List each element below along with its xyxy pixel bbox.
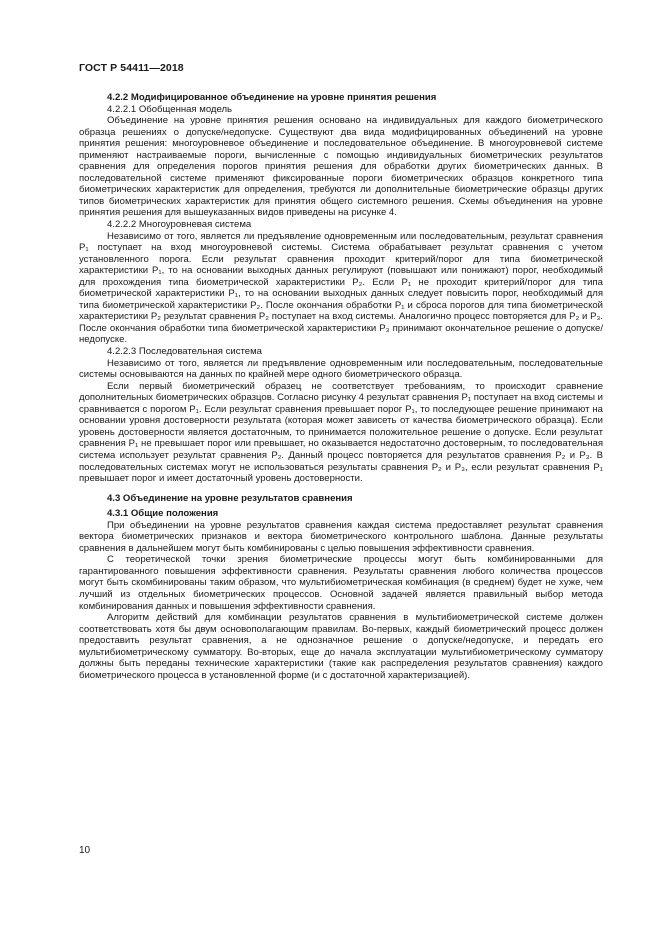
subsection-heading-4-2-2-3: 4.2.2.3 Последовательная система bbox=[107, 346, 262, 358]
document-body bbox=[79, 92, 603, 681]
paragraph: С теоретической точки зрения биометрические процессы могут быть комбинированными для гарантированного повышения эффективности сравнения. Результаты сравнения любого количества процессов могут быть скомбинированы таким образом, что мультибиометрическая комбинация (в среднем) будет не хуже, чем лучший из отдельных биометрических процессов. Основной задачей является правильный выбор метода комбинирования данных и повышения эффективности сравнения. bbox=[79, 554, 603, 612]
subsection-heading-4-3-1: 4.3.1 Общие положения bbox=[107, 508, 219, 520]
paragraph: Независимо от того, является ли предъявление одновременным или последовательным, последовательные системы основываются на данных по крайней мере одного биометрического образца. bbox=[79, 357, 603, 381]
subsection-heading-4-2-2-2: 4.2.2.2 Многоуровневая система bbox=[107, 219, 252, 231]
paragraph: Независимо от того, является ли предъявление одновременным или последовательным, результат сравнения P₁ поступает на вход многоуровневой системы. Система обрабатывает результат сравнения с учетом установленного порога. Если результат сравнения проходит критерий/порог для типа биометрической характеристики P₁, то на основании выходных данных регулируют (повышают или понижают) порог, необходимый для прохождения типа биометрической характеристики P₂. Если P₁ не проходит критерий/порог для типа биометрической характеристики P₁, то на основании выходных данных следует повысить порог, необходимый для типа биометрической характеристики P₂. После окончания обработки P₁ и сброса порогов для типа биометрической характеристики P₂ результат сравнения P₂ поступает на вход системы. Аналогично процесс повторяется для P₂ и P₃. После окончания обработки типа биометрической характеристики P₃ принимают окончательное решение о допуске/недопуске. bbox=[79, 230, 603, 346]
paragraph: Объединение на уровне принятия решения основано на индивидуальных для каждого биометрического образца решениях о допуске/недопуске. Существуют два вида модифицированных объединений на уровне принятия решения: многоуровневое объединение и последовательное объединение. В многоуровневой системе применяют настраиваемые пороги, вычисленные с помощью индивидуальных биометрических результатов сравнения для определения порогов принятия решения для обработки других биометрических данных. В последовательной системе применяют фиксированные пороги биометрических образцов конкретного типа биометрических характеристик для определения, требуются ли дополнительные биометрические образцы других типов биометрических характеристик для принятия общего системного решения. Схемы объединения на уровне принятия решения для вышеуказанных видов приведены на рисунке 4. bbox=[79, 115, 603, 219]
paragraph: Если первый биометрический образец не соответствует требованиям, то происходит сравнение дополнительных биометрических образцов. Согласно рисунку 4 результат сравнения P₁ поступает на вход системы и сравнивается с порогом P₁. Если результат сравнения превышает порог P₁, то последующее решение принимают на основании уровня достоверности результата (которая может зависеть от качества биометрического образца). Если уровень достоверности является достаточным, то принимается положительное решение о допуске. Если результат сравнения P₁ не превышает порог или превышает, но оказывается недостаточно достоверным, то последовательная система использует результат сравнения P₂. Данный процесс повторяется для результатов сравнения P₂ и P₃. В последовательных системах могут не использоваться результаты сравнения P₂ и P₃, если результат сравнения P₁ превышает порог и имеет достаточный уровень достоверности. bbox=[79, 380, 603, 485]
page-number: 10 bbox=[79, 845, 91, 856]
subsection-heading-4-2-2-1: 4.2.2.1 Обобщенная модель bbox=[107, 103, 233, 115]
section-heading-4-2-2: 4.2.2 Модифицированное объединение на уровне принятия решения bbox=[107, 92, 437, 103]
paragraph: Алгоритм действий для комбинации результатов сравнения в мультибиометрической системе должен соответствовать хотя бы двум основополагающим правилам. Во-первых, каждый биометрический процесс должен предоставить результат сравнения, а не однозначное решение о допуске/недопуске, и передать его мультибиометрическому сумматору. Во-вторых, еще до начала эксплуатации мультибиометрическому сумматору должны быть переданы технические характеристики (такие как распределения результатов сравнения) каждого биометрического процесса в установленной форме (и с достаточной характеризацией). bbox=[79, 612, 603, 681]
section-heading-4-3: 4.3 Объединение на уровне результатов сравнения bbox=[107, 492, 353, 504]
paragraph: При объединении на уровне результатов сравнения каждая система предоставляет результат сравнения вектора биометрических признаков и вектора биометрического контрольного шаблона. Данные результаты сравнения в дальнейшем могут быть комбинированы с целью повышения эффективности сравнения. bbox=[79, 519, 603, 554]
document-header: ГОСТ Р 54411—2018 bbox=[79, 62, 184, 74]
